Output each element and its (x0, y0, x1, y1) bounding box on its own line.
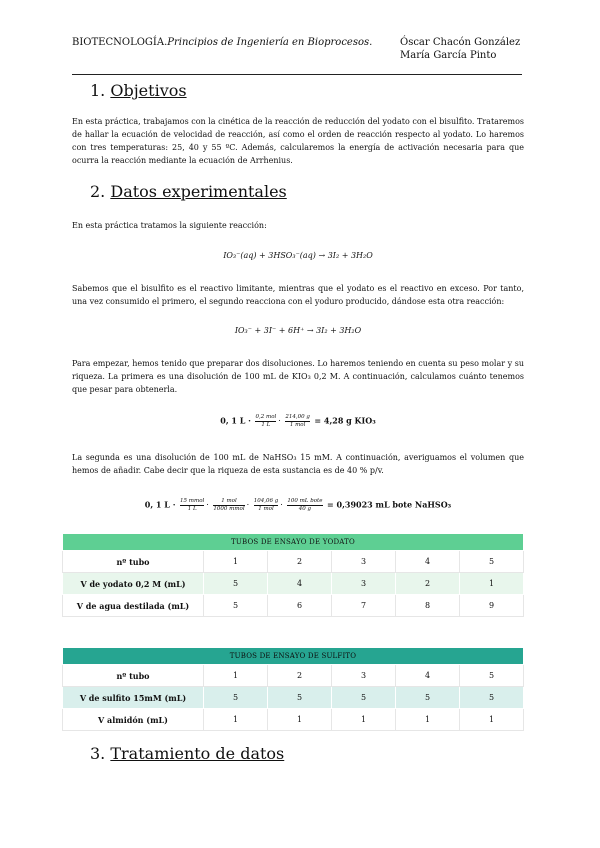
author-2: María García Pinto (400, 50, 497, 61)
table-sulfito-title: TUBOS DE ENSAYO DE SULFITO (63, 648, 524, 665)
header-course (72, 36, 372, 49)
equation-kio3-mass: 0, 1 L · $\frac{\text{0,2 mol}}{1 L}$ · $\frac{214,00 g}{\text{1 mol}}$ = 4,28 g KIO₃ (220, 414, 376, 428)
table-yodato (62, 533, 524, 617)
paragraph-reaccion-intro: En esta práctica tratamos la siguiente reacción: (72, 221, 267, 230)
paragraph-objetivos: En esta práctica, trabajamos con la cinética de la reacción de reducción del yodato con el bisulfito. Trataremos de hallar la ecuación de velocidad de reacción, así como el orden de reacción respecto al yodato. Lo haremos con tres temperaturas: 25, 40 y 55 ºC. Además, calcularemos la energía de activación necesaria para que ocurra la reacción mediante la ecuación de Arrhenius. (72, 117, 524, 165)
table-row: V de sulfito 15mM (mL) 5 5 5 5 5 (63, 687, 524, 709)
table-row: nº tubo 1 2 3 4 5 (63, 551, 524, 573)
header-divider (72, 74, 522, 75)
equation-reaction-2: IO₃⁻ + 3I⁻ + 6H⁺ → 3I₂ + 3H₂O (234, 326, 362, 335)
table-sulfito (62, 647, 524, 731)
section-title-objetivos: 1. Objetivos (90, 81, 187, 100)
table-yodato-title: TUBOS DE ENSAYO DE YODATO (63, 534, 524, 551)
author-1: Óscar Chacón González (400, 37, 521, 48)
equation-reaction-1: IO₃⁻(aq) + 3HSO₃⁻(aq) → 3I₂ + 3H₂O (223, 251, 373, 260)
header-authors (400, 36, 520, 62)
paragraph-nahso3: La segunda es una disolución de 100 mL de NaHSO₃ 15 mM. A continuación, averiguamos el volumen que hemos de añadir. Cabe decir que la riqueza de esta sustancia es de 40 % p/v. (72, 453, 524, 475)
paragraph-disoluciones: Para empezar, hemos tenido que preparar dos disoluciones. Lo haremos teniendo en cuenta su peso molar y su riqueza. La primera es una disolución de 100 mL de KIO₃ 0,2 M. A continuación, calculamos cuánto tenemos que pesar para obtenerla. (72, 359, 524, 394)
section-title-datos: 2. Datos experimentales (90, 182, 287, 201)
equation-nahso3-volume: 0, 1 L · $\frac{\text{15 mmol}}{1 L}$ · $\frac{\text{1 mol}}{\text{1000 mmol}}$ · $\frac{104,06 g}{\text{1 mol}}$ · $\frac{\text{100 mL bote}}{40 g}$ = 0,39023 mL bote NaHSO₃ (144, 498, 452, 512)
table-row: nº tubo 1 2 3 4 5 (63, 665, 524, 687)
paragraph-bisulfito: Sabemos que el bisulfito es el reactivo limitante, mientras que el yodato es el reactivo en exceso. Por tanto, una vez consumido el primero, el segundo reacciona con el yoduro producido, dándose esta otra reacción: (72, 284, 524, 306)
subject-name: Principios de Ingeniería en Bioprocesos. (167, 37, 373, 48)
course-name: BIOTECNOLOGÍA. (72, 37, 168, 48)
table-row: V almidón (mL) 1 1 1 1 1 (63, 709, 524, 731)
table-row: V de agua destilada (mL) 5 6 7 8 9 (63, 595, 524, 617)
section-title-tratamiento: 3. Tratamiento de datos (90, 744, 285, 763)
table-row: V de yodato 0,2 M (mL) 5 4 3 2 1 (63, 573, 524, 595)
